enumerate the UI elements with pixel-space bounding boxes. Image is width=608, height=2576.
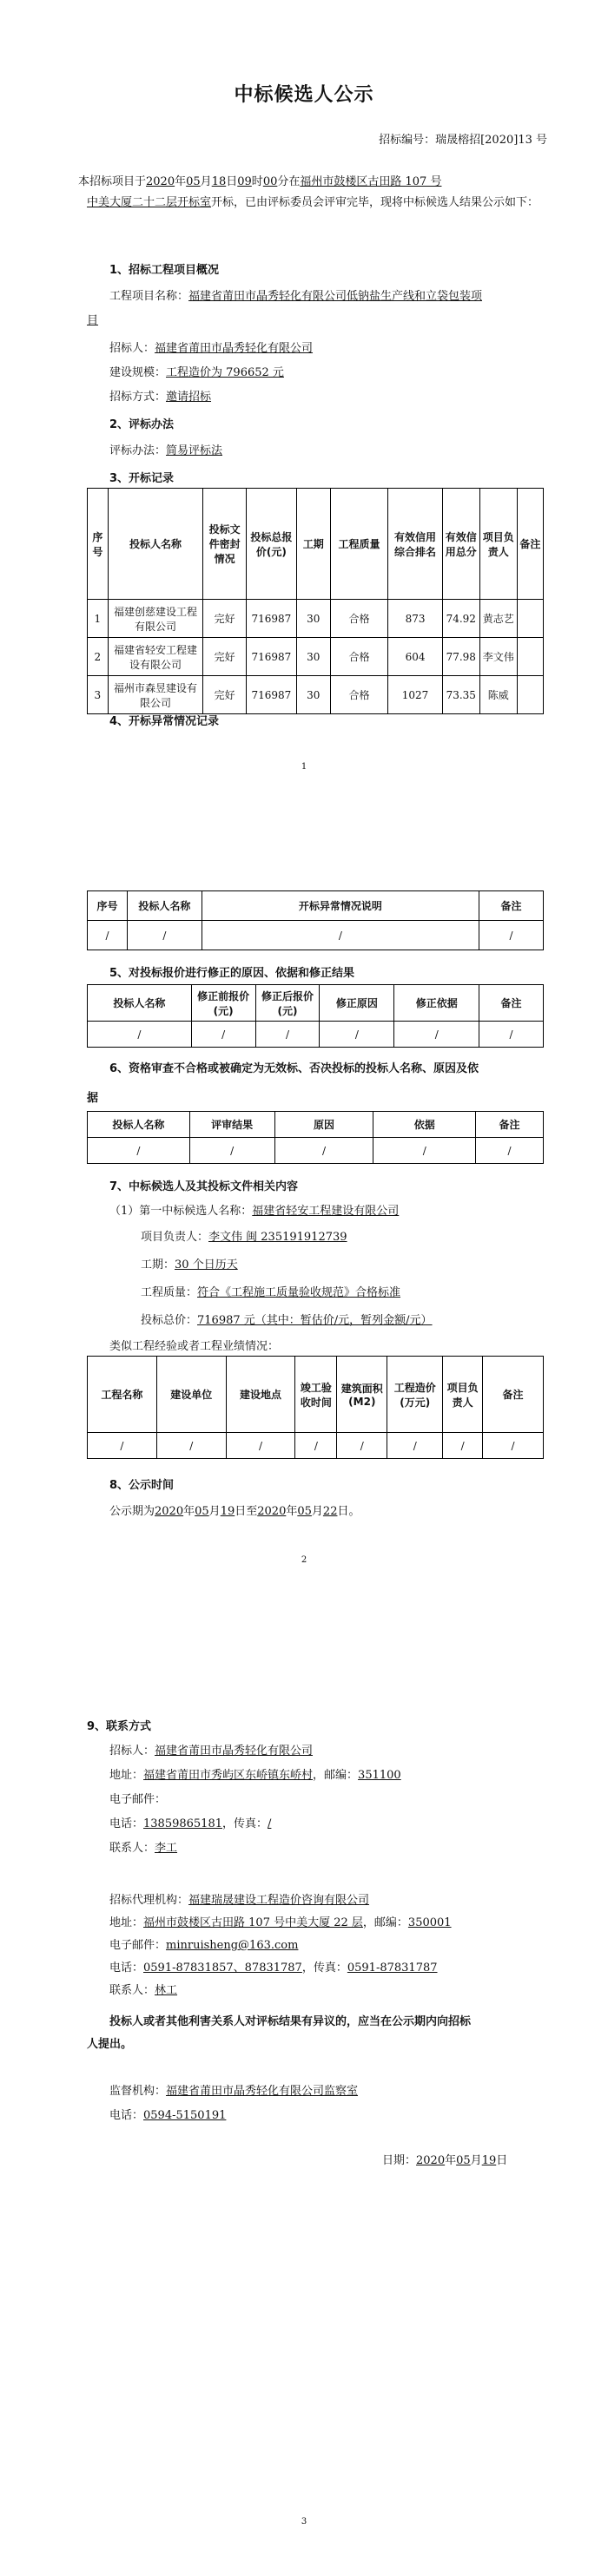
quality-line: 工程质量：符合《工程施工质量验收规范》合格标准 (141, 1286, 401, 1299)
col-header: 建设单位 (156, 1357, 226, 1433)
price-line: 投标总价：716987 元（其中：暂估价/元，暂列金额/元） (141, 1314, 433, 1327)
table-cell: 716987 (246, 676, 296, 714)
page-title: 中标候选人公示 (234, 84, 374, 106)
table-row (88, 1433, 544, 1459)
table-cell: 1 (88, 600, 109, 638)
similar-label: 类似工程经验或者工程业绩情况： (109, 1340, 280, 1353)
agent-tel-line: 电话：0591-87831857、87831787，传真：0591-87831787 (109, 1962, 438, 1975)
col-header: 有效信用综合排名 (388, 489, 442, 600)
col-header: 有效信用总分 (442, 489, 479, 600)
publicity-period-line: 公示期为2020年05月19日至2020年05月22日。 (109, 1505, 360, 1518)
table-header-row (88, 1357, 544, 1433)
intro-line-2: 中美大厦二十二层开标室开标，已由评标委员会评审完毕，现将中标候选人结果公示如下： (87, 196, 539, 209)
table-cell: 福建创慈建设工程有限公司 (108, 600, 203, 638)
first-candidate-line: （1）第一中标候选人名称：福建省轻安工程建设有限公司 (109, 1205, 400, 1218)
section-4-heading: 4、开标异常情况记录 (109, 715, 220, 728)
table-cell: 74.92 (442, 600, 479, 638)
table-cell: / (476, 1138, 544, 1164)
table-cell: 30 (296, 600, 330, 638)
contact-email-line: 电子邮件： (109, 1793, 167, 1806)
period-line: 工期：30 个日历天 (141, 1258, 238, 1272)
section-6-heading-cont: 据 (87, 1092, 99, 1105)
contact-address-line: 地址：福建省莆田市秀屿区东峤镇东峤村，邮编：351100 (109, 1769, 401, 1782)
table-cell: / (255, 1022, 320, 1048)
table-cell: / (191, 1022, 255, 1048)
table-row (88, 1138, 544, 1164)
table-cell: 3 (88, 676, 109, 714)
table-cell: 完好 (203, 638, 246, 676)
table-cell: / (295, 1433, 337, 1459)
section-2-heading: 2、评标办法 (109, 418, 175, 431)
table-cell: / (483, 1433, 544, 1459)
disqualification-table (87, 1111, 544, 1164)
table-row (88, 638, 544, 676)
table-cell: / (320, 1022, 394, 1048)
table-cell: / (88, 1022, 192, 1048)
table-cell: 福建省轻安工程建设有限公司 (108, 638, 203, 676)
table-cell: / (202, 921, 479, 950)
table-cell: / (226, 1433, 295, 1459)
col-header: 修正原因 (320, 985, 394, 1022)
section-3-heading: 3、开标记录 (109, 472, 175, 485)
supervisor-tel-line: 电话：0594-5150191 (109, 2109, 227, 2122)
table-cell: 合格 (330, 638, 388, 676)
col-header: 修正后报价(元) (255, 985, 320, 1022)
table-cell: 30 (296, 638, 330, 676)
table-cell: / (373, 1138, 476, 1164)
table-cell: 合格 (330, 676, 388, 714)
scale-line: 建设规模：工程造价为 796652 元 (109, 366, 284, 379)
section-6-heading: 6、资格审查不合格或被确定为无效标、否决投标的投标人名称、原因及依 (109, 1062, 479, 1075)
table-row (88, 676, 544, 714)
table-cell: 604 (388, 638, 442, 676)
table-cell (517, 600, 543, 638)
tenderer-line: 招标人：福建省莆田市晶秀轻化有限公司 (109, 342, 314, 355)
table-row (88, 1022, 544, 1048)
table-cell: / (189, 1138, 274, 1164)
eval-method-line: 评标办法：简易评标法 (109, 444, 223, 457)
document-number: 招标编号：瑞晟榕招[2020]13 号 (379, 134, 547, 147)
col-header: 投标文件密封情况 (203, 489, 246, 600)
contact-person-line: 联系人：李工 (109, 1842, 178, 1855)
col-header: 投标人名称 (127, 891, 202, 921)
table-cell: / (156, 1433, 226, 1459)
col-header: 备注 (483, 1357, 544, 1433)
col-header: 工程质量 (330, 489, 388, 600)
objection-notice: 投标人或者其他利害关系人对评标结果有异议的，应当在公示期内向招标 (109, 2015, 472, 2028)
table-header-row (88, 1112, 544, 1138)
project-name-line: 工程项目名称：福建省莆田市晶秀轻化有限公司低钠盐生产线和立袋包装项 (109, 290, 483, 303)
col-header: 投标人名称 (108, 489, 203, 600)
page-number: 1 (301, 762, 307, 772)
col-header: 工程名称 (88, 1357, 157, 1433)
intro-line-1: 本招标项目于2020年05月18日09时00分在福州市鼓楼区古田路 107 号 (78, 175, 442, 188)
table-cell: / (88, 921, 128, 950)
table-cell: 873 (388, 600, 442, 638)
col-header: 工程造价(万元) (387, 1357, 443, 1433)
col-header: 工期 (296, 489, 330, 600)
col-header: 序号 (88, 891, 128, 921)
table-cell: 77.98 (442, 638, 479, 676)
method-line: 招标方式：邀请招标 (109, 391, 212, 404)
table-header-row (88, 985, 544, 1022)
table-cell: 陈威 (479, 676, 517, 714)
table-cell: / (88, 1433, 157, 1459)
table-cell: 完好 (203, 600, 246, 638)
table-cell: 合格 (330, 600, 388, 638)
col-header: 投标总报价(元) (246, 489, 296, 600)
col-header: 备注 (479, 985, 544, 1022)
contact-tel-line: 电话：13859865181，传真：/ (109, 1817, 272, 1830)
section-7-heading: 7、中标候选人及其投标文件相关内容 (109, 1180, 299, 1193)
table-cell: 30 (296, 676, 330, 714)
table-cell: 李文伟 (479, 638, 517, 676)
table-cell: 716987 (246, 600, 296, 638)
agent-contact-line: 联系人：林工 (109, 1984, 178, 1997)
col-header: 项目负责人 (479, 489, 517, 600)
signature-date: 日期：2020年05月19日 (382, 2154, 508, 2167)
col-header: 原因 (274, 1112, 373, 1138)
table-cell: / (274, 1138, 373, 1164)
col-header: 备注 (476, 1112, 544, 1138)
section-5-heading: 5、对投标报价进行修正的原因、依据和修正结果 (109, 967, 355, 980)
section-1-heading: 1、招标工程项目概况 (109, 264, 220, 277)
col-header: 建筑面积(M2) (337, 1357, 387, 1433)
table-cell: / (337, 1433, 387, 1459)
table-cell: / (88, 1138, 190, 1164)
project-name-cont: 目 (87, 314, 99, 327)
table-cell: / (387, 1433, 443, 1459)
table-cell: / (443, 1433, 483, 1459)
manager-line: 项目负责人：李文伟 闽 235191912739 (141, 1231, 347, 1244)
col-header: 投标人名称 (88, 985, 192, 1022)
similar-projects-table (87, 1356, 544, 1459)
table-cell: / (394, 1022, 479, 1048)
table-cell: 黄志艺 (479, 600, 517, 638)
table-cell: / (127, 921, 202, 950)
table-cell (517, 638, 543, 676)
agent-address-line: 地址：福州市鼓楼区古田路 107 号中美大厦 22 层，邮编：350001 (109, 1916, 452, 1929)
table-cell: 73.35 (442, 676, 479, 714)
agent-line: 招标代理机构：福建瑞晟建设工程造价咨询有限公司 (109, 1894, 370, 1907)
col-header: 评审结果 (189, 1112, 274, 1138)
objection-notice-cont: 人提出。 (87, 2038, 133, 2051)
col-header: 项目负责人 (443, 1357, 483, 1433)
col-header: 修正依据 (394, 985, 479, 1022)
table-header-row (88, 891, 544, 921)
price-correction-table (87, 984, 544, 1048)
col-header: 建设地点 (226, 1357, 295, 1433)
col-header: 备注 (517, 489, 543, 600)
section-8-heading: 8、公示时间 (109, 1479, 175, 1492)
table-cell: 1027 (388, 676, 442, 714)
anomaly-table (87, 890, 544, 950)
agent-email-line: 电子邮件：minruisheng@163.com (109, 1939, 299, 1952)
section-9-heading: 9、联系方式 (87, 1720, 152, 1733)
contact-tenderer-line: 招标人：福建省莆田市晶秀轻化有限公司 (109, 1745, 314, 1758)
col-header: 投标人名称 (88, 1112, 190, 1138)
col-header: 修正前报价(元) (191, 985, 255, 1022)
table-row (88, 921, 544, 950)
page-number: 3 (301, 2517, 307, 2527)
table-cell (517, 676, 543, 714)
col-header: 竣工验收时间 (295, 1357, 337, 1433)
table-cell: / (479, 1022, 544, 1048)
col-header: 备注 (479, 891, 544, 921)
table-cell: 完好 (203, 676, 246, 714)
supervisor-line: 监督机构：福建省莆田市晶秀轻化有限公司监察室 (109, 2085, 359, 2098)
table-cell: 716987 (246, 638, 296, 676)
col-header: 依据 (373, 1112, 476, 1138)
page-number: 2 (301, 1555, 307, 1565)
col-header: 开标异常情况说明 (202, 891, 479, 921)
col-header: 序号 (88, 489, 109, 600)
table-cell: 福州市森昱建设有限公司 (108, 676, 203, 714)
bid-opening-table (87, 488, 544, 714)
table-row (88, 600, 544, 638)
table-cell: 2 (88, 638, 109, 676)
table-cell: / (479, 921, 544, 950)
table-header-row (88, 489, 544, 600)
